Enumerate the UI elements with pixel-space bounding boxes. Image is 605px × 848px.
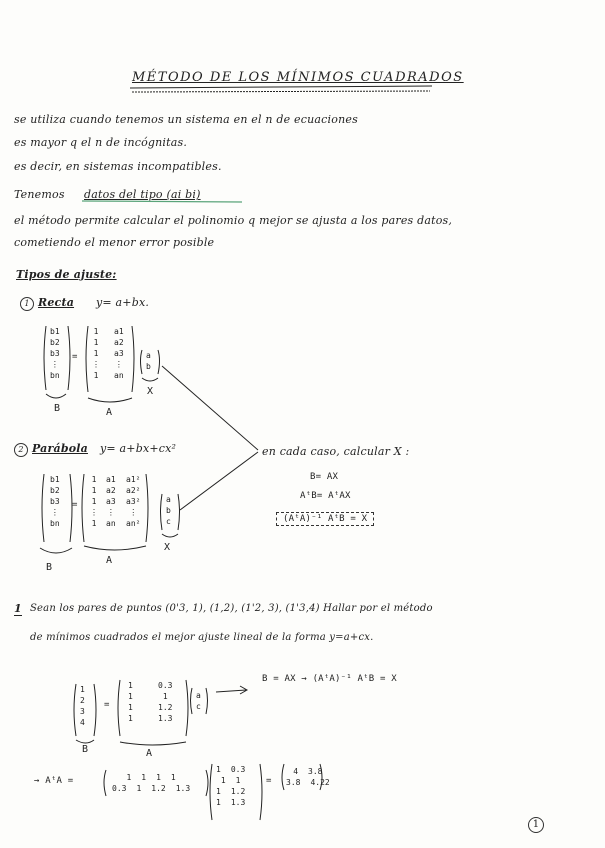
solve-eq-2: AᵗB= AᵗAX [300, 491, 351, 501]
type1-matrix-A-col2: a1 a2 a3 ⋮ an [114, 327, 124, 380]
exercise-vector-X: a c [196, 691, 201, 711]
intro-line-4b: datos del tipo (ai bi) [84, 188, 201, 201]
type2-matrix-A-col1: 1 1 1 ⋮ 1 [90, 475, 98, 528]
type1-number: 1 [20, 297, 34, 311]
type2-number: 2 [14, 443, 28, 457]
exercise-At-matrix: 1 1 1 1 0.3 1 1.2 1.3 [112, 773, 191, 793]
exercise-arrow-text: B = AX → (AᵗA)⁻¹ AᵗB = X [262, 674, 397, 684]
exercise-line-2: de mínimos cuadrados el mejor ajuste lineal de la forma y=a+cx. [30, 632, 374, 643]
intro-line-3: es decir, en sistemas incompatibles. [14, 160, 222, 173]
page-title: MÉTODO DE LOS MÍNIMOS CUADRADOS [132, 70, 464, 85]
type2-name: Parábola [32, 442, 88, 455]
exercise-label-A: A [146, 748, 153, 759]
type1-label-A: A [106, 407, 113, 418]
exercise-label-B: B [82, 744, 89, 755]
type2-label-X: X [164, 542, 171, 553]
type1-label-X: X [147, 386, 154, 397]
exercise-product-lead: → AᵗA = [34, 776, 74, 786]
type2-matrix-A-col2: a1 a2 a3 ⋮ an [106, 475, 116, 528]
exercise-vector-B: 1 2 3 4 [80, 685, 85, 727]
type2-eq-sign: = [72, 500, 78, 510]
type2-label-A: A [106, 555, 113, 566]
type1-label-B: B [54, 403, 61, 414]
exercise-matrix-A-col1: 1 1 1 1 [128, 681, 133, 723]
type2-equation: y= a+bx+cx² [100, 442, 177, 455]
exercise-number: 1 [14, 602, 22, 615]
type1-name: Recta [38, 296, 75, 309]
exercise-line-1: Sean los pares de puntos (0'3, 1), (1,2), (1'2, 3), (1'3,4) Hallar por el método [30, 603, 433, 614]
type1-eq-sign: = [72, 352, 78, 362]
exercise-result-matrix: 4 3.8 3.8 4.22 [286, 767, 330, 787]
section-heading: Tipos de ajuste: [16, 268, 117, 281]
solve-lead: en cada caso, calcular X : [262, 445, 410, 458]
type1-vector-X: a b [146, 351, 151, 371]
solve-eq-3: (AᵗA)⁻¹ AᵗB = X [276, 512, 374, 526]
intro-line-1: se utiliza cuando tenemos un sistema en el n de ecuaciones [14, 113, 358, 126]
type2-vector-B: b1 b2 b3 ⋮ bn [50, 475, 60, 528]
exercise-product-eq: = [266, 776, 272, 786]
intro-line-5: el método permite calcular el polinomio q mejor se ajusta a los pares datos, [14, 214, 453, 227]
type1-equation: y= a+bx. [96, 296, 150, 309]
type2-label-B: B [46, 562, 53, 573]
intro-line-2: es mayor q el n de incógnitas. [14, 136, 188, 149]
exercise-matrix-A-col2: 0.3 1 1.2 1.3 [158, 681, 173, 723]
intro-line-4a: Tenemos [14, 188, 65, 201]
type1-matrix-A-col1: 1 1 1 ⋮ 1 [92, 327, 100, 380]
type1-vector-B: b1 b2 b3 ⋮ bn [50, 327, 60, 380]
intro-line-6: cometiendo el menor error posible [14, 236, 215, 249]
exercise-A-matrix-2: 1 0.3 1 1 1 1.2 1 1.3 [216, 765, 246, 807]
exercise-eq-sign: = [104, 700, 110, 710]
solve-eq-1: B= AX [310, 472, 339, 482]
type2-vector-X: a b c [166, 495, 171, 526]
type2-matrix-A-col3: a1² a2² a3² ⋮ an² [126, 475, 141, 528]
page-number: 1 [528, 817, 544, 833]
